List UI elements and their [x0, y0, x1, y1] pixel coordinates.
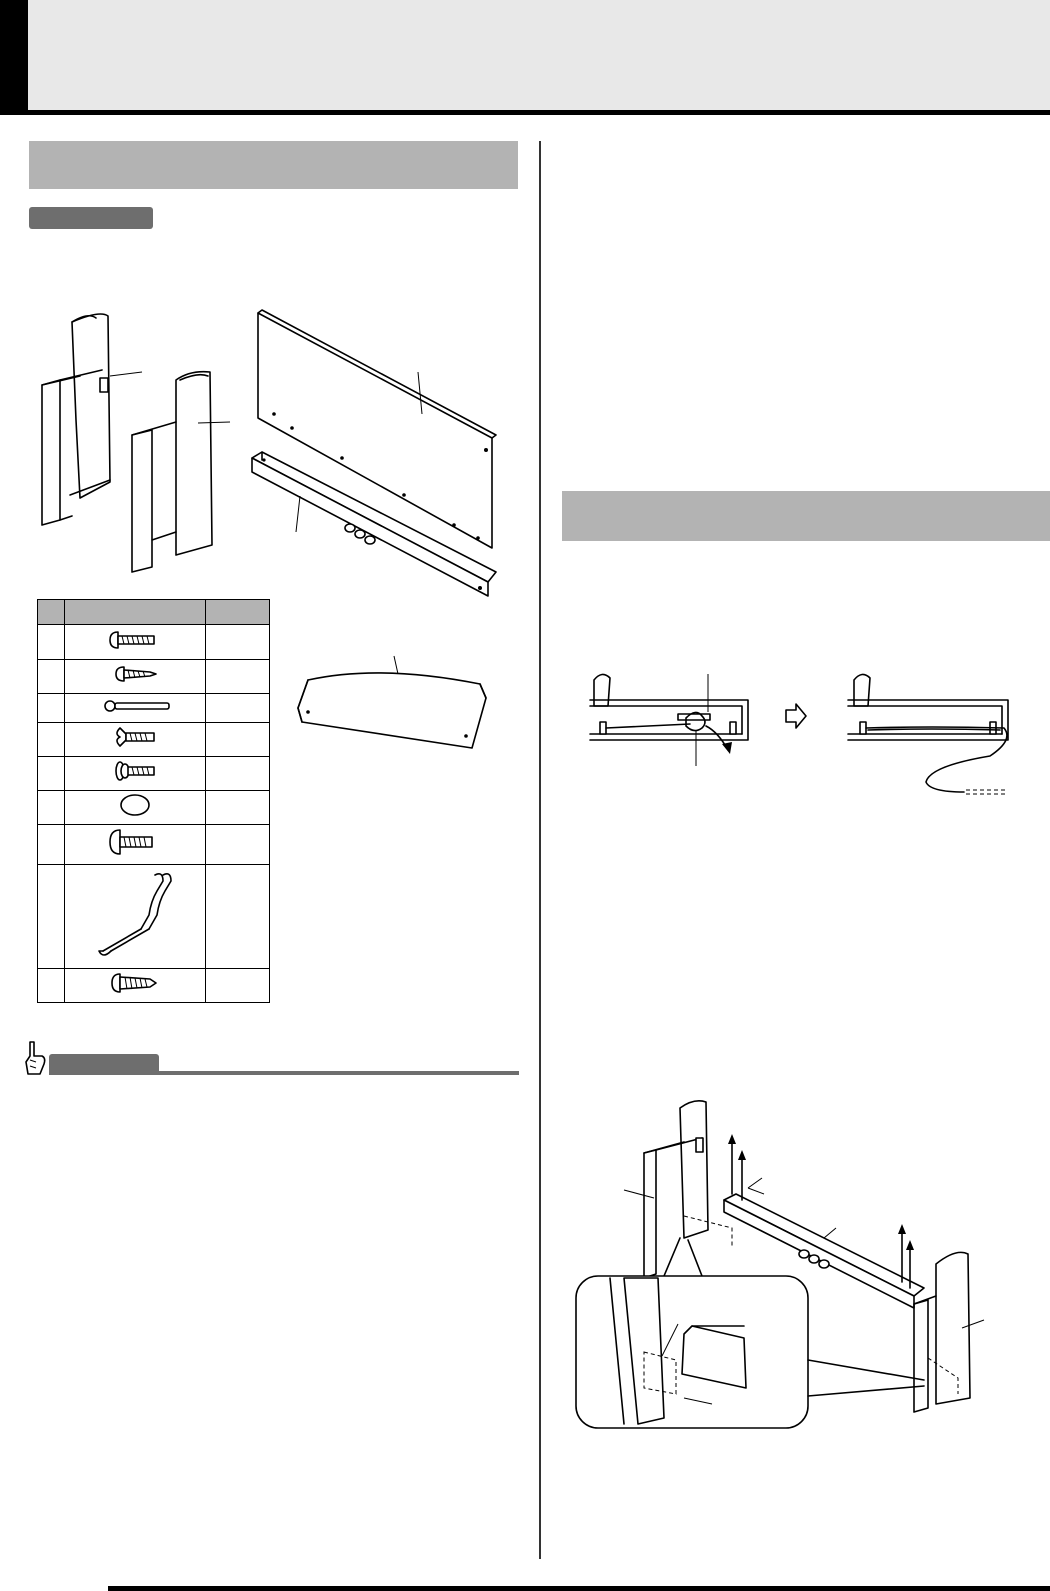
headphone-hook-icon [85, 867, 185, 961]
parts-table-header-part [65, 600, 206, 625]
washer-screw-icon [100, 760, 170, 782]
header-band [28, 0, 1050, 110]
parts-table-header-qty [206, 600, 270, 625]
pedal-cord-after [848, 674, 1008, 794]
side-panel-right [132, 372, 230, 572]
assembly-figure [584, 1098, 1024, 1444]
parts-table [37, 599, 270, 1003]
section-heading-right [562, 491, 1050, 541]
round-screw-icon [100, 972, 170, 994]
table-row [38, 969, 270, 1003]
header-black-tab [0, 0, 28, 114]
parts-tag [29, 207, 153, 229]
step-arrow-icon [786, 704, 806, 728]
stand-parts-figure [30, 310, 540, 600]
table-row [38, 694, 270, 723]
footer-rule [108, 1586, 1050, 1591]
short-screw-icon [100, 664, 170, 684]
table-row [38, 660, 270, 694]
cable-tie-icon [100, 698, 170, 714]
table-row [38, 757, 270, 791]
section-heading-left [29, 141, 518, 189]
music-stand-figure [290, 650, 510, 760]
table-row [38, 625, 270, 660]
pedal-cord-figure [590, 670, 1030, 810]
table-row [38, 865, 270, 969]
table-row [38, 825, 270, 865]
note-rule [49, 1071, 519, 1075]
parts-table-header-label [38, 600, 65, 625]
table-row [38, 791, 270, 825]
wing-screw-icon [100, 726, 170, 748]
pan-head-screw-icon [100, 630, 170, 650]
truss-screw-icon [100, 828, 170, 856]
assembly-side-panel-left [624, 1101, 732, 1278]
side-panel-left [42, 314, 142, 525]
assembly-side-panel-right [914, 1252, 984, 1412]
parts-table-header [38, 600, 270, 625]
header-rule [0, 110, 1050, 115]
pedal-cord-before [590, 674, 748, 766]
screw-cap-icon [100, 792, 170, 818]
assembly-screws-left [728, 1134, 764, 1200]
table-row [38, 723, 270, 757]
pointing-hand-icon [22, 1040, 50, 1076]
